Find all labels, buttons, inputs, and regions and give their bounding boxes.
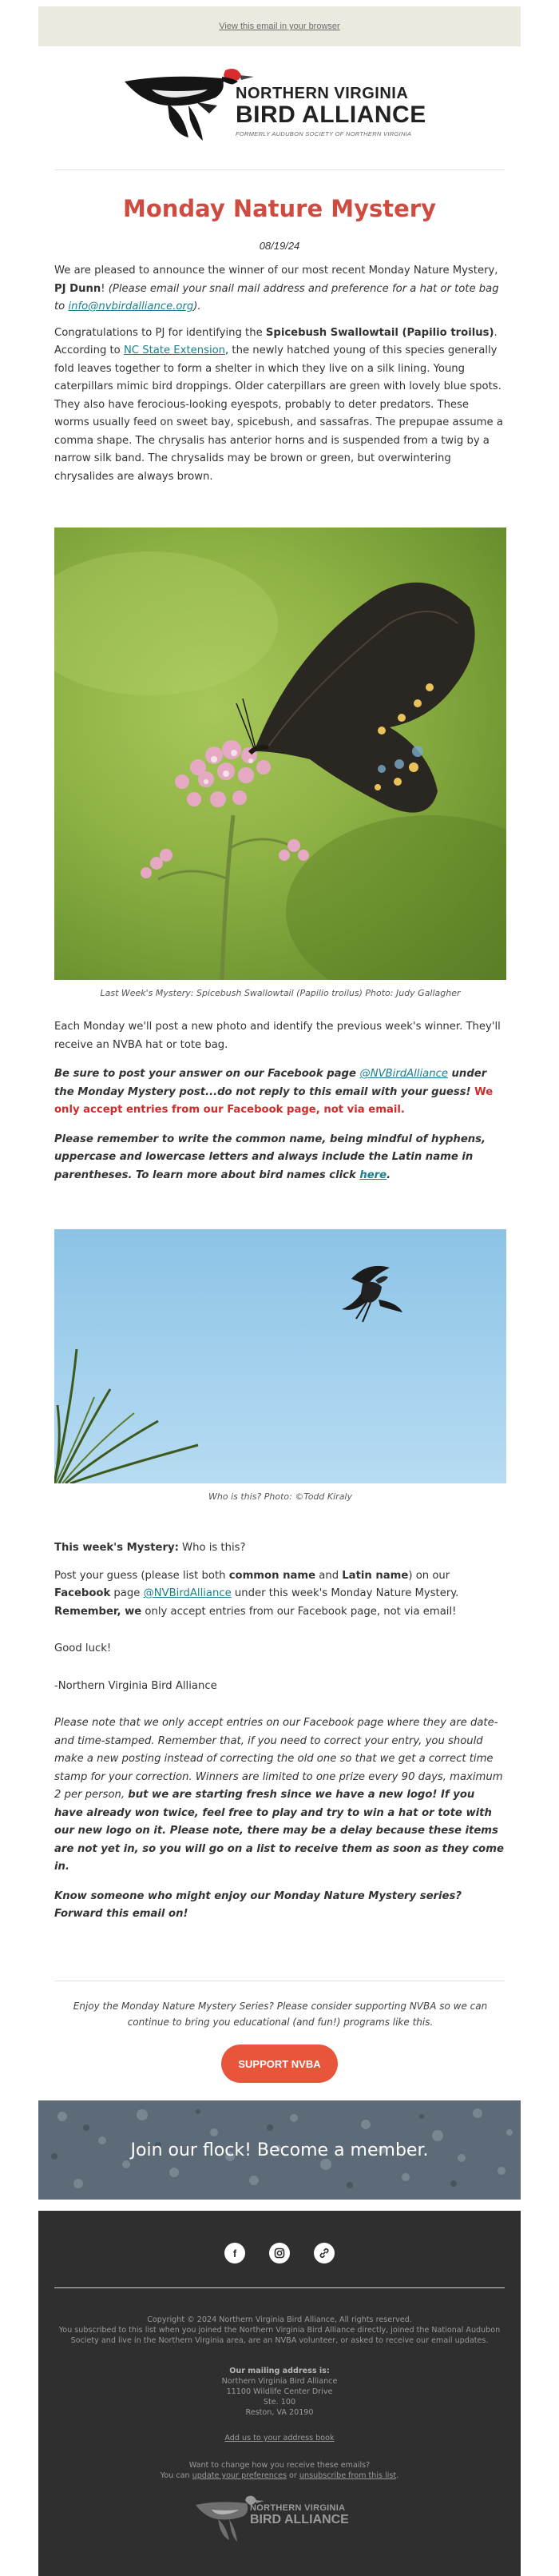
post-date: 08/19/24 — [259, 240, 300, 252]
species-paragraph — [54, 324, 506, 487]
facebook-icon[interactable]: f — [224, 2243, 245, 2263]
instructions-common-name: common name — [228, 1569, 316, 1582]
intro-section — [54, 262, 506, 494]
header-divider — [54, 169, 505, 170]
instructions-text-a: Post your guess (please list both — [54, 1569, 229, 1582]
footer-logo-line-1: NORTHERN VIRGINIA — [250, 2503, 346, 2513]
rules-paragraph-3 — [54, 1131, 506, 1185]
mystery-instructions — [54, 1567, 506, 1622]
top-bar — [38, 6, 521, 46]
winner-paragraph — [54, 262, 506, 317]
mystery-question — [54, 1539, 506, 1558]
forward-note — [54, 1888, 506, 1924]
mailing-address — [54, 2366, 505, 2418]
photo2-caption: Who is this? Photo: ©Todd Kiraly — [208, 1491, 352, 1502]
rules-paragraph-2 — [54, 1065, 506, 1120]
entry-note-b: but we are starting fresh since we have a new logo! If you have already won twice, feel free to play and try to win a hat or tote with our new logo on it. Please note, there may be a delay because these items are not yet in, so you will go on a list to receive them as soon as they come in. — [54, 1789, 504, 1873]
change-text-a: You can — [160, 2471, 192, 2480]
footer-logo-line-2: BIRD ALLIANCE — [250, 2513, 349, 2526]
nc-state-extension-link[interactable]: NC State Extension — [123, 344, 226, 356]
preferences-row — [54, 2460, 505, 2481]
address-line-4: Reston, VA 20190 — [245, 2408, 314, 2417]
entry-note-a: Please note that we only accept entries on our Facebook page where they are date- and time-stamped. Remember that, if you need to correct your entry, you should make a new posting instead of correcting the old one so that we get a correct time stamp for your correction. Winners are limited to one prize every 90 days, maximum 2 per person, — [54, 1717, 503, 1801]
entry-note — [54, 1714, 506, 1877]
mystery-question-text: Who is this? — [178, 1542, 246, 1554]
unsubscribe-link[interactable]: unsubscribe from this list — [299, 2471, 397, 2480]
view-in-browser-link[interactable]: View this email in your browser — [219, 22, 340, 31]
winner-end: ). — [193, 301, 201, 313]
winner-instructions: (Please email your snail mail address and preference for a hat or tote bag to — [54, 282, 499, 313]
join-flock-banner[interactable] — [38, 2100, 521, 2200]
mystery-bird-image — [54, 1229, 506, 1483]
footer — [38, 2211, 521, 2576]
winner-name: PJ Dunn — [54, 282, 101, 295]
rules-section — [54, 1018, 506, 1192]
instructions-and: and — [315, 1569, 343, 1582]
support-nvba-button[interactable]: SUPPORT NVBA — [221, 2044, 338, 2083]
join-flock-text: Join our flock! Become a member. — [130, 2140, 429, 2160]
address-line-2: 11100 Wildlife Center Drive — [226, 2387, 333, 2396]
mystery-section — [54, 1539, 506, 1932]
social-links — [38, 2243, 521, 2263]
page-title: Monday Nature Mystery — [122, 195, 437, 222]
footer-legal — [54, 2315, 505, 2346]
instructions-text-e: only accept entries from our Facebook page, not via email! — [141, 1605, 457, 1618]
instructions-text-b: ) on our — [408, 1569, 450, 1582]
bird-names-link[interactable]: here — [359, 1169, 387, 1181]
facebook-handle-link[interactable]: @NVBirdAlliance — [143, 1587, 232, 1599]
logo-subtitle: FORMERLY AUDUBON SOCIETY OF NORTHERN VIRGINIA — [236, 130, 412, 137]
subscription-reason: You subscribed to this list when you joined the Northern Virginia Bird Alliance directly, joined the National Audubon Society and live in the Northern Virginia area, are an NVBA volunteer, or asked to receive our email updates. — [58, 2326, 501, 2345]
mystery-bird-photo[interactable] — [54, 1229, 506, 1483]
butterfly-image — [54, 528, 506, 980]
logo-line-1: NORTHERN VIRGINIA — [236, 85, 409, 102]
instructions-remember: Remember, we — [54, 1605, 142, 1618]
species-intro: Congratulations to PJ for identifying the — [54, 326, 266, 339]
update-preferences-link[interactable]: update your preferences — [192, 2471, 287, 2480]
instructions-text-d: under this week's Monday Nature Mystery. — [231, 1587, 459, 1599]
rules-no-reply: under the Monday Mystery post...do not reply to this email with your guess! — [54, 1068, 487, 1098]
add-contact-row — [54, 2433, 505, 2443]
signoff: -Northern Virginia Bird Alliance — [54, 1679, 217, 1692]
photo1-caption: Last Week's Mystery: Spicebush Swallowtail (Papilio troilus) Photo: Judy Gallagher — [100, 988, 461, 998]
species-according: . According to — [54, 326, 498, 356]
good-luck: Good luck! — [54, 1642, 112, 1654]
instructions-latin-name: Latin name — [342, 1569, 409, 1582]
address-line-3: Ste. 100 — [263, 2398, 296, 2407]
change-options — [54, 2470, 505, 2481]
rules-naming-text: Please remember to write the common name, being mindful of hyphens, uppercase and lowercase letters and always include the Latin name in parentheses. To learn more about bird names click — [54, 1133, 486, 1181]
logo-wordmark — [236, 85, 426, 137]
support-text: Enjoy the Monday Nature Mystery Series? Please consider supporting NVBA so we can continue to bring you educational (and fun!) programs like this. — [73, 2001, 488, 2028]
change-text-or: or — [286, 2471, 299, 2480]
forward-text: Know someone who might enjoy our Monday Nature Mystery series? Forward this email on! — [54, 1889, 462, 1920]
link-icon[interactable] — [314, 2243, 335, 2263]
copyright: Copyright © 2024 Northern Virginia Bird Alliance, All rights reserved. — [147, 2315, 412, 2324]
rules-naming-end: . — [387, 1169, 391, 1181]
nvba-logo[interactable] — [120, 58, 439, 145]
footer-logo-wordmark — [250, 2503, 349, 2527]
facebook-page-link[interactable]: @NVBirdAlliance — [359, 1068, 448, 1080]
mailing-label: Our mailing address is: — [229, 2367, 330, 2375]
instructions-facebook: Facebook — [54, 1587, 111, 1599]
butterfly-photo[interactable] — [54, 528, 506, 980]
footer-logo[interactable] — [194, 2489, 365, 2545]
instructions-page: page — [110, 1587, 144, 1599]
rules-paragraph-1: Each Monday we'll post a new photo and identify the previous week's winner. They'll receive an NVBA hat or tote bag. — [54, 1021, 501, 1051]
address-line-1: Northern Virginia Bird Alliance — [221, 2377, 338, 2386]
rules-facebook-text: Be sure to post your answer on our Facebook page — [54, 1068, 360, 1080]
logo-line-2: BIRD ALLIANCE — [236, 102, 426, 128]
change-label: Want to change how you receive these emails? — [188, 2461, 371, 2470]
email-link[interactable]: info@nvbirdalliance.org — [68, 301, 194, 313]
add-address-book-link[interactable]: Add us to your address book — [224, 2434, 335, 2443]
change-text-end: . — [396, 2471, 399, 2480]
instagram-icon[interactable] — [269, 2243, 290, 2263]
species-description: , the newly hatched young of this species generally fold leaves together to form a shelter in which they live on a silk lining. Young caterpillars mimic bird droppings. Older caterpillars are green with lovely blue spots. They also have ferocious-looking eyespots, probably to deter predators. These worms usually feed on sweet bay, spicebush, and sassafras. The prepupae assume a comma shape. The chrysalis has anterior horns and is suspended from a twig by a narrow silk band. The chrysalids may be brown or green, but overwintering chrysalides are always brown. — [54, 344, 503, 483]
mystery-label: This week's Mystery: — [54, 1542, 179, 1554]
winner-exclaim: ! — [101, 282, 109, 295]
winner-text: We are pleased to announce the winner of our most recent Monday Nature Mystery, — [54, 265, 498, 277]
species-name: Spicebush Swallowtail (Papilio troilus) — [265, 326, 494, 339]
rules-red-warning: We only accept entries from our Facebook page, not via email. — [54, 1085, 494, 1116]
footer-divider — [54, 2287, 505, 2288]
